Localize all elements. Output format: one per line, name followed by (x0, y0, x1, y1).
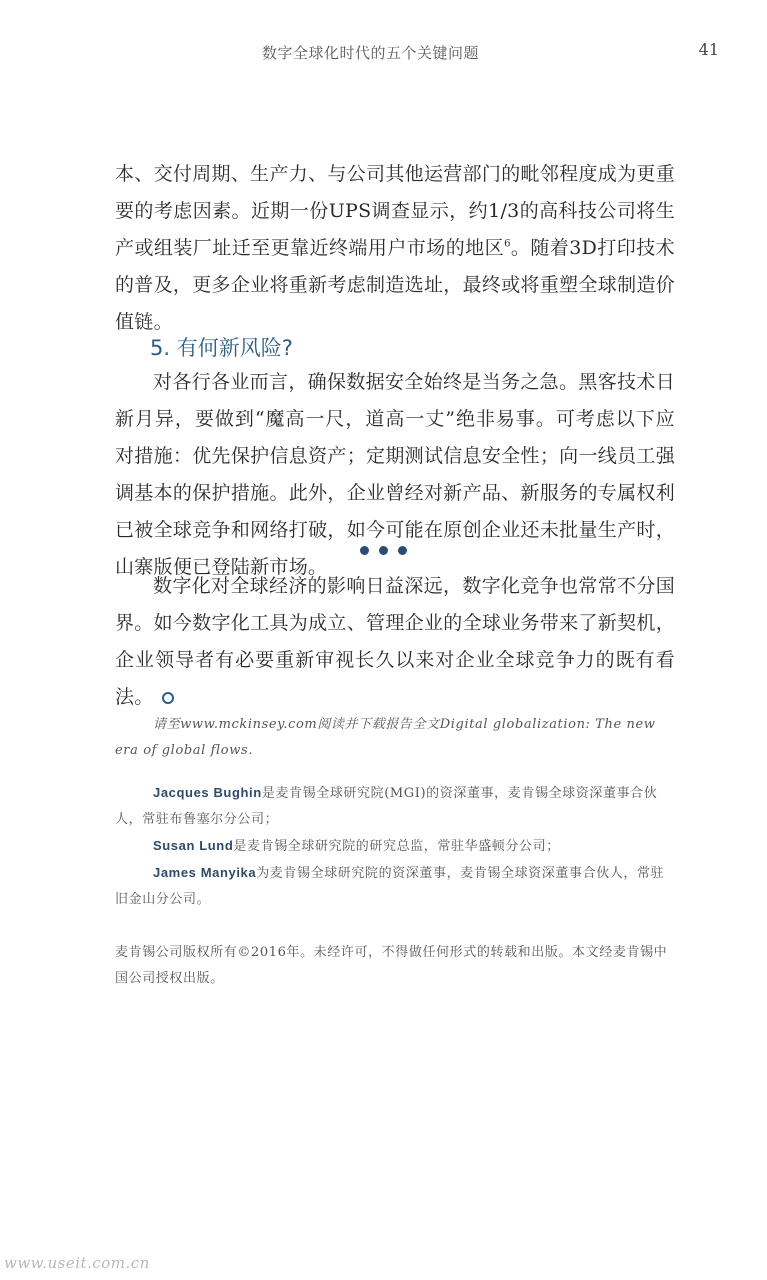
paragraph-text: 本、交付周期、生产力、与公司其他运营部门的毗邻程度成为更重要的考虑因素。近期一份UPS调查显示，约1/3的高科技公司将生产或组装厂址迁至更靠近终端用户市场的地区 (115, 163, 675, 259)
section-heading: 5. 有何新风险? (150, 336, 293, 360)
separator-dot (398, 546, 407, 555)
footnote-ref: 6 (504, 238, 511, 250)
conclusion-text: 数字化对全球经济的影响日益深远，数字化竞争也常常不分国界。如今数字化工具为成立、管理企业的全球业务带来了新契机，企业领导者有必要重新审视长久以来对企业全球竞争力的既有看法。 (115, 575, 675, 708)
watermark: www.useit.com.cn (4, 1254, 150, 1272)
read-more-text: 请至www.mckinsey.com阅读并下载报告全文Digital globalization: The new era of global flows. (115, 717, 656, 758)
separator-dot (379, 546, 388, 555)
continued-paragraph (115, 156, 675, 341)
author-desc: 为麦肯锡全球研究院的资深董事，麦肯锡全球资深董事合伙人，常驻旧金山分公司。 (115, 866, 665, 907)
separator-dot (360, 546, 369, 555)
read-more-note (115, 712, 675, 764)
page-header (0, 40, 767, 64)
end-mark-icon (162, 692, 174, 704)
author-desc: 是麦肯锡全球研究院的研究总监，常驻华盛顿分公司； (233, 839, 560, 854)
paragraph-text-cont: 。随着3D打印技术的普及，更多企业将重新考虑制造选址，最终或将重塑全球制造价值链。 (115, 237, 675, 333)
conclusion-paragraph (115, 568, 675, 716)
copyright-note (115, 940, 675, 992)
author-item (115, 780, 675, 833)
author-item (115, 833, 675, 860)
author-name: Jacques Bughin (153, 785, 262, 800)
author-name: James Manyika (153, 865, 257, 880)
running-title: 数字全球化时代的五个关键问题 (262, 44, 480, 62)
author-name: Susan Lund (153, 838, 234, 853)
author-desc: 是麦肯锡全球研究院(MGI)的资深董事，麦肯锡全球资深董事合伙人，常驻布鲁塞尔分公司； (115, 786, 658, 827)
copyright-text: 麦肯锡公司版权所有©2016年。未经许可，不得做任何形式的转载和出版。本文经麦肯锡中国公司授权出版。 (115, 945, 668, 986)
page-number: 41 (698, 40, 719, 59)
author-list (115, 780, 675, 913)
section-separator (360, 540, 440, 560)
author-item (115, 860, 675, 913)
risk-paragraph-text: 对各行各业而言，确保数据安全始终是当务之急。黑客技术日新月异，要做到“魔高一尺，道高一丈”绝非易事。可考虑以下应对措施：优先保护信息资产；定期测试信息安全性；向一线员工强调基本的保护措施。此外，企业曾经对新产品、新服务的专属权利已被全球竞争和网络打破，如今可能在原创企业还未批量生产时，山寨版便已登陆新市场。 (115, 371, 675, 578)
